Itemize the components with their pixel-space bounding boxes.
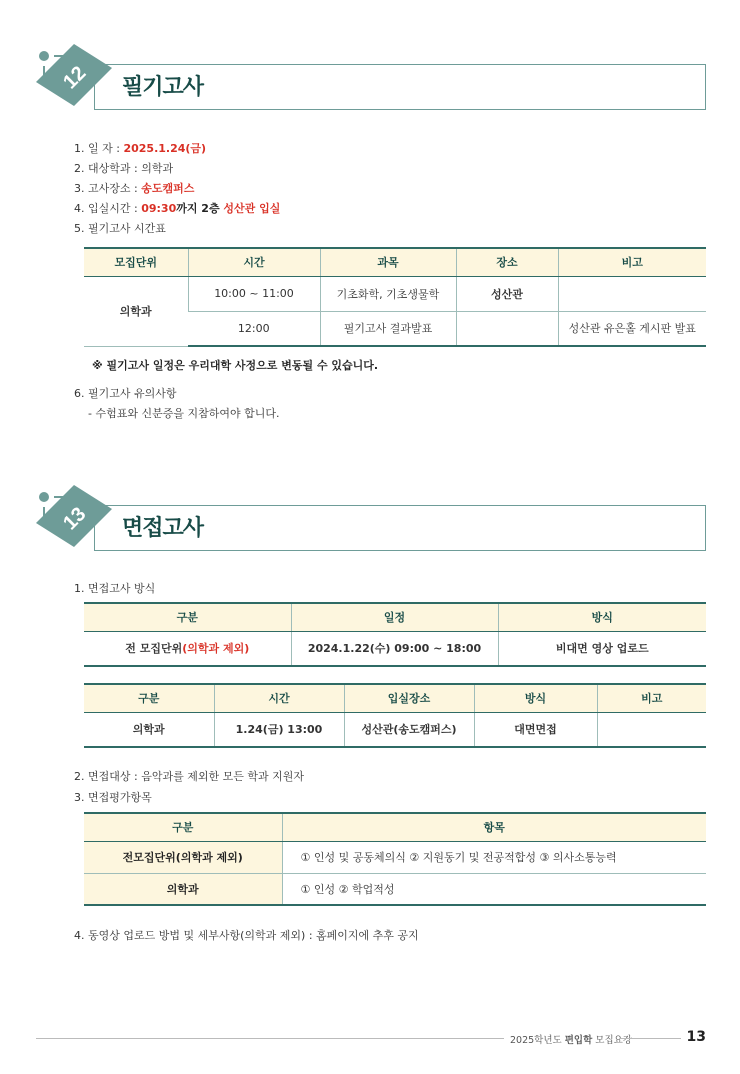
schedule-change-note: ※ 필기고사 일정은 우리대학 사정으로 변동될 수 있습니다. bbox=[92, 359, 379, 372]
dept-cell: 의학과 bbox=[84, 276, 188, 346]
column-header: 구분 bbox=[84, 813, 282, 841]
table-row bbox=[84, 873, 706, 905]
subject-cell: 필기고사 결과발표 bbox=[320, 311, 456, 346]
page-number: 13 bbox=[686, 1029, 706, 1045]
column-header: 구분 bbox=[84, 684, 214, 712]
column-header: 과목 bbox=[320, 248, 456, 276]
section-number-badge bbox=[34, 44, 124, 114]
note-cell bbox=[597, 712, 706, 747]
section-12-header bbox=[34, 44, 706, 114]
column-header: 일정 bbox=[291, 603, 498, 631]
column-header: 비고 bbox=[597, 684, 706, 712]
evaluation-table bbox=[84, 812, 706, 906]
exam-place-line: 3. 고사장소 : 송도캠퍼스 bbox=[74, 182, 195, 195]
target-dept-line: 2. 대상학과 : 의학과 bbox=[74, 162, 174, 175]
unit-cell: 의학과 bbox=[84, 712, 214, 747]
items-cell: ① 인성 및 공동체의식 ② 지원동기 및 전공적합성 ③ 의사소통능력 bbox=[282, 841, 706, 873]
section-title: 필기고사 bbox=[122, 75, 204, 100]
precautions-item: - 수험표와 신분증을 지참하여야 합니다. bbox=[88, 407, 280, 420]
time-cell: 1.24(금) 13:00 bbox=[214, 712, 344, 747]
column-header: 모집단위 bbox=[84, 248, 188, 276]
column-header: 입실장소 bbox=[344, 684, 474, 712]
table-row bbox=[84, 841, 706, 873]
entry-time-line: 4. 입실시간 : 09:30까지 2층 성산관 입실 bbox=[74, 202, 281, 215]
table-row bbox=[84, 631, 706, 666]
interview-method-table bbox=[84, 602, 706, 667]
place-cell: 성산관(송도캠퍼스) bbox=[344, 712, 474, 747]
column-header: 방식 bbox=[498, 603, 706, 631]
time-cell: 12:00 bbox=[188, 311, 320, 346]
exam-date-line: 1. 일 자 : 2025.1.24(금) bbox=[74, 142, 207, 155]
section-number-badge bbox=[34, 485, 124, 555]
section-number: 13 bbox=[59, 503, 91, 535]
note-cell bbox=[558, 276, 706, 311]
written-exam-timetable bbox=[84, 247, 706, 347]
section-title: 면접고사 bbox=[122, 516, 204, 541]
place-cell: 성산관 bbox=[456, 276, 558, 311]
column-header: 시간 bbox=[214, 684, 344, 712]
unit-cell: 전 모집단위(의학과 제외) bbox=[84, 631, 291, 666]
interview-target-line: 2. 면접대상 : 음악과를 제외한 모든 학과 지원자 bbox=[74, 770, 304, 783]
footer-divider bbox=[621, 1038, 681, 1039]
interview-method-heading: 1. 면접고사 방식 bbox=[74, 582, 156, 595]
place-cell bbox=[456, 311, 558, 346]
column-header: 항목 bbox=[282, 813, 706, 841]
section-13-header bbox=[34, 485, 706, 555]
time-cell: 10:00 ~ 11:00 bbox=[188, 276, 320, 311]
method-cell: 비대면 영상 업로드 bbox=[498, 631, 706, 666]
column-header: 시간 bbox=[188, 248, 320, 276]
precautions-heading: 6. 필기고사 유의사항 bbox=[74, 387, 177, 400]
column-header: 장소 bbox=[456, 248, 558, 276]
table-row bbox=[84, 276, 706, 311]
column-header: 방식 bbox=[474, 684, 597, 712]
footer-divider bbox=[36, 1038, 504, 1039]
section-number: 12 bbox=[59, 62, 91, 94]
subject-cell: 기초화학, 기초생물학 bbox=[320, 276, 456, 311]
unit-cell: 전모집단위(의학과 제외) bbox=[84, 841, 282, 873]
column-header: 비고 bbox=[558, 248, 706, 276]
table-row bbox=[84, 712, 706, 747]
evaluation-heading: 3. 면접평가항목 bbox=[74, 791, 152, 804]
medical-interview-table bbox=[84, 683, 706, 748]
items-cell: ① 인성 ② 학업적성 bbox=[282, 873, 706, 905]
method-cell: 대면면접 bbox=[474, 712, 597, 747]
video-upload-line: 4. 동영상 업로드 방법 및 세부사항(의학과 제외) : 홈페이지에 추후 공지 bbox=[74, 929, 419, 942]
page-footer bbox=[36, 1030, 706, 1046]
column-header: 구분 bbox=[84, 603, 291, 631]
footer-text: 2025학년도 편입학 모집요강 bbox=[510, 1035, 632, 1046]
timetable-heading: 5. 필기고사 시간표 bbox=[74, 222, 166, 235]
date-cell: 2024.1.22(수) 09:00 ~ 18:00 bbox=[291, 631, 498, 666]
unit-cell: 의학과 bbox=[84, 873, 282, 905]
note-cell: 성산관 유은홀 게시판 발표 bbox=[558, 311, 706, 346]
